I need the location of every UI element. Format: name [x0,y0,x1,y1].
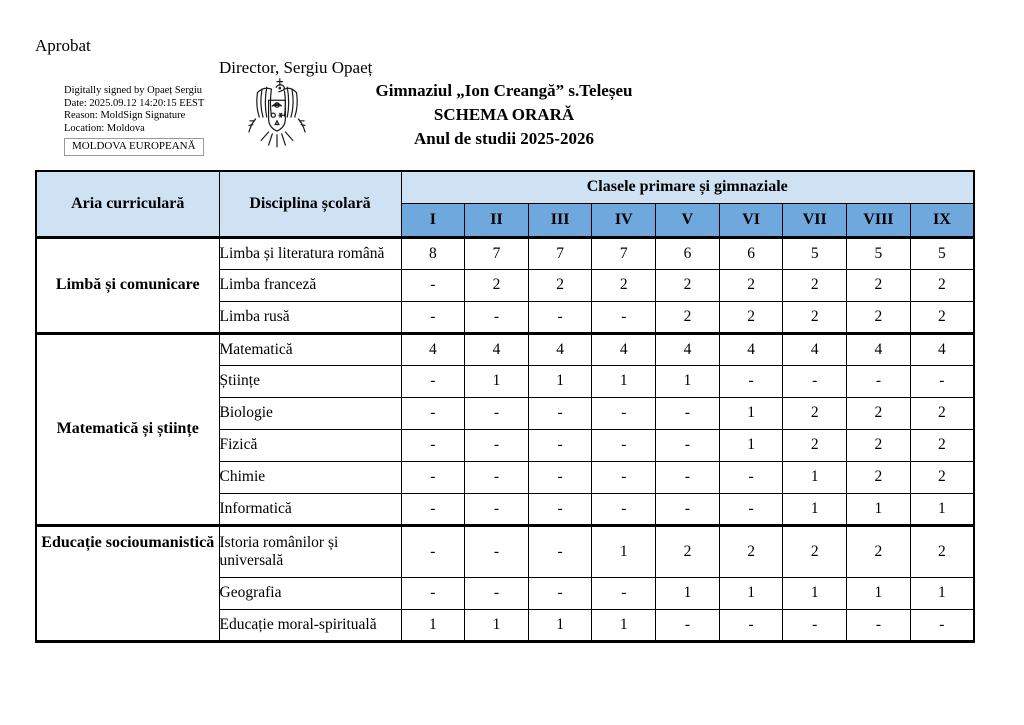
hours-cell: - [465,577,529,609]
study-year: Anul de studii 2025-2026 [414,129,594,148]
digital-signature-block [64,85,204,156]
hours-cell: 4 [719,333,783,365]
hours-cell: 1 [528,365,592,397]
column-header-aria: Aria curriculară [36,171,219,237]
hours-cell: 2 [847,301,911,333]
hours-cell: - [656,429,720,461]
hours-cell: 1 [401,609,465,641]
hours-cell: 2 [783,397,847,429]
hours-cell: 1 [847,577,911,609]
aria-group-label: Matematică și științe [36,333,219,525]
hours-cell: 2 [656,525,720,577]
hours-cell: - [528,493,592,525]
hours-cell: 2 [847,429,911,461]
hours-cell: - [401,493,465,525]
hours-cell: - [719,365,783,397]
hours-cell: 8 [401,237,465,269]
hours-cell: 5 [910,237,974,269]
class-header: IV [592,203,656,237]
hours-cell: 2 [783,301,847,333]
hours-cell: - [719,609,783,641]
director-line: Director, Sergiu Opaeț [219,58,373,77]
hours-cell: - [528,397,592,429]
discipline-cell: Limba și literatura română [219,237,401,269]
hours-cell: - [465,493,529,525]
hours-cell: 2 [783,429,847,461]
school-name: Gimnaziul „Ion Creangă” s.Teleșeu [375,81,633,100]
hours-cell: 7 [465,237,529,269]
discipline-cell: Fizică [219,429,401,461]
discipline-cell: Geografia [219,577,401,609]
hours-cell: 1 [465,609,529,641]
hours-cell: - [592,397,656,429]
class-header: V [656,203,720,237]
hours-cell: 2 [910,301,974,333]
hours-cell: 1 [910,577,974,609]
column-header-classes: Clasele primare și gimnaziale [401,171,974,203]
hours-cell: - [528,301,592,333]
discipline-cell: Chimie [219,461,401,493]
class-header: II [465,203,529,237]
hours-cell: 2 [910,461,974,493]
hours-cell: - [592,493,656,525]
hours-cell: 2 [910,429,974,461]
schedule-table [35,170,975,643]
hours-cell: - [656,609,720,641]
hours-cell: 1 [592,365,656,397]
moldova-coat-of-arms-icon [243,76,311,160]
hours-cell: 2 [783,269,847,301]
signature-line: Reason: MoldSign Signature [64,110,186,121]
hours-cell: - [656,493,720,525]
class-header: VIII [847,203,911,237]
hours-cell: 1 [783,577,847,609]
hours-cell: - [847,609,911,641]
hours-cell: 2 [465,269,529,301]
hours-cell: - [783,609,847,641]
hours-cell: 1 [592,525,656,577]
signature-line: Location: Moldova [64,122,145,134]
discipline-cell: Biologie [219,397,401,429]
hours-cell: 1 [528,609,592,641]
hours-cell: 4 [783,333,847,365]
hours-cell: - [719,493,783,525]
hours-cell: - [465,525,529,577]
aria-group-label: Limbă și comunicare [36,237,219,333]
hours-cell: 2 [592,269,656,301]
hours-cell: 1 [910,493,974,525]
hours-cell: 1 [719,397,783,429]
hours-cell: 2 [719,525,783,577]
hours-cell: - [528,525,592,577]
discipline-cell: Informatică [219,493,401,525]
hours-cell: 2 [847,397,911,429]
hours-cell: - [592,301,656,333]
hours-cell: 6 [656,237,720,269]
hours-cell: - [592,461,656,493]
discipline-cell: Limba franceză [219,269,401,301]
hours-cell: 4 [592,333,656,365]
discipline-cell: Istoria românilor și universală [219,525,401,577]
hours-cell: - [401,397,465,429]
column-header-disciplina: Disciplina școlară [219,171,401,237]
hours-cell: 2 [847,525,911,577]
hours-cell: - [847,365,911,397]
approved-label: Aprobat [35,36,91,55]
hours-cell: - [656,461,720,493]
class-header: I [401,203,465,237]
hours-cell: - [910,609,974,641]
table-row [36,237,974,269]
hours-cell: 1 [719,429,783,461]
hours-cell: - [401,301,465,333]
signature-line: Date: 2025.09.12 14:20:15 EEST [64,97,205,109]
hours-cell: - [465,301,529,333]
hours-cell: 4 [847,333,911,365]
hours-cell: 2 [528,269,592,301]
hours-cell: 7 [528,237,592,269]
document-title-block [328,79,680,151]
hours-cell: 7 [592,237,656,269]
hours-cell: - [401,269,465,301]
discipline-cell: Educație moral-spirituală [219,609,401,641]
hours-cell: 1 [465,365,529,397]
hours-cell: 4 [656,333,720,365]
hours-cell: 1 [656,365,720,397]
class-header: VI [719,203,783,237]
class-header: III [528,203,592,237]
document-title: SCHEMA ORARĂ [433,105,575,124]
hours-cell: 5 [783,237,847,269]
hours-cell: 2 [910,525,974,577]
hours-cell: 2 [847,461,911,493]
hours-cell: 4 [465,333,529,365]
class-header: VII [783,203,847,237]
hours-cell: - [465,429,529,461]
signature-line: Digitally signed by Opaeț Sergiu [64,85,203,96]
hours-cell: 2 [910,269,974,301]
hours-cell: 5 [847,237,911,269]
hours-cell: 2 [719,301,783,333]
table-row [36,333,974,365]
hours-cell: 1 [783,493,847,525]
hours-cell: 1 [783,461,847,493]
hours-cell: - [910,365,974,397]
hours-cell: 2 [656,269,720,301]
hours-cell: 1 [656,577,720,609]
hours-cell: 2 [783,525,847,577]
hours-cell: - [401,525,465,577]
table-row [36,525,974,577]
hours-cell: 2 [847,269,911,301]
hours-cell: - [528,461,592,493]
hours-cell: - [719,461,783,493]
hours-cell: - [528,577,592,609]
class-header: IX [910,203,974,237]
hours-cell: - [528,429,592,461]
hours-cell: - [465,397,529,429]
hours-cell: 2 [719,269,783,301]
hours-cell: - [592,577,656,609]
hours-cell: 2 [656,301,720,333]
hours-cell: - [401,577,465,609]
hours-cell: 4 [401,333,465,365]
discipline-cell: Matematică [219,333,401,365]
aria-group-label: Educație socioumanistică [36,525,219,641]
hours-cell: - [783,365,847,397]
hours-cell: 4 [910,333,974,365]
hours-cell: - [656,397,720,429]
hours-cell: - [592,429,656,461]
discipline-cell: Științe [219,365,401,397]
hours-cell: - [401,365,465,397]
discipline-cell: Limba rusă [219,301,401,333]
hours-cell: - [465,461,529,493]
hours-cell: 6 [719,237,783,269]
hours-cell: 2 [910,397,974,429]
hours-cell: 4 [528,333,592,365]
hours-cell: - [401,429,465,461]
hours-cell: 1 [847,493,911,525]
hours-cell: 1 [719,577,783,609]
hours-cell: 1 [592,609,656,641]
signature-stamp: MOLDOVA EUROPEANĂ [64,138,204,156]
hours-cell: - [401,461,465,493]
